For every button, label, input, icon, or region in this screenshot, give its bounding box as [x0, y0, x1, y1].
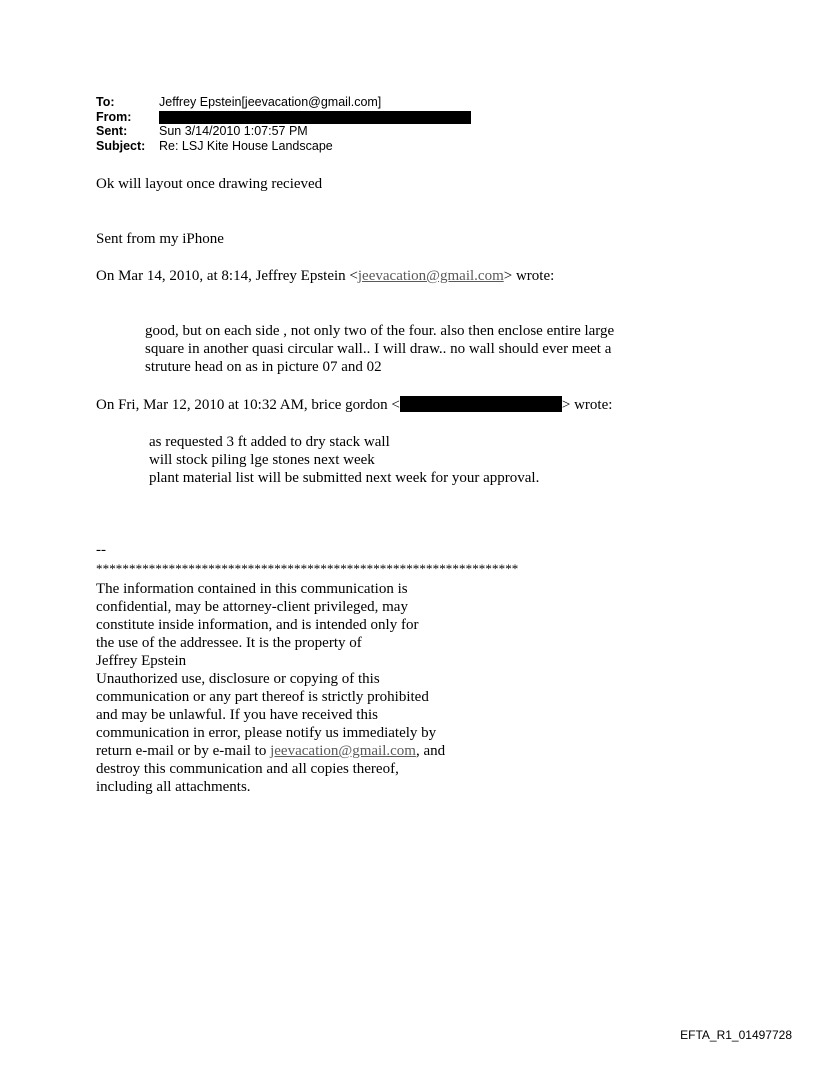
- disclaimer-line10-post: , and: [415, 743, 446, 759]
- disclaimer-line: destroy this communication and all copies thereof,: [96, 761, 399, 777]
- email-header: [96, 95, 471, 153]
- disclaimer-line: communication in error, please notify us immediately by: [96, 725, 437, 741]
- sent-value: Sun 3/14/2010 1:07:57 PM: [159, 124, 308, 138]
- to-label: To:: [96, 95, 115, 109]
- from-row: [96, 110, 471, 125]
- disclaimer-line: Jeffrey Epstein: [96, 653, 187, 669]
- quote1-intro-pre: On Mar 14, 2010, at 8:14, Jeffrey Epstein <: [96, 268, 358, 284]
- to-row: [96, 95, 471, 110]
- quote1-line: good, but on each side , not only two of the four. also then enclose entire large: [145, 323, 615, 339]
- disclaimer-line: including all attachments.: [96, 779, 251, 795]
- quote2-intro: [96, 396, 612, 414]
- quote2-line: will stock piling lge stones next week: [149, 452, 375, 468]
- subject-value: Re: LSJ Kite House Landscape: [159, 138, 333, 153]
- disclaimer-line: The information contained in this communication is: [96, 581, 408, 597]
- sent-label: Sent:: [96, 124, 128, 138]
- subject-label: Subject:: [96, 138, 146, 153]
- disclaimer-line: communication or any part thereof is strictly prohibited: [96, 689, 429, 705]
- disclaimer-line: confidential, may be attorney-client privileged, may: [96, 599, 408, 615]
- disclaimer-line: the use of the addressee. It is the property of: [96, 635, 362, 651]
- quote2-intro-pre: On Fri, Mar 12, 2010 at 10:32 AM, brice gordon <: [96, 397, 400, 413]
- quote1-line: square in another quasi circular wall.. I will draw.. no wall should ever meet a: [145, 341, 612, 357]
- quote1-intro-post: > wrote:: [503, 268, 555, 284]
- sent-row: [96, 124, 471, 139]
- quote1-intro: [96, 267, 554, 285]
- quote2-line: plant material list will be submitted next week for your approval.: [149, 470, 540, 486]
- subject-row: [96, 139, 471, 154]
- quote1-line: struture head on as in picture 07 and 02: [145, 359, 382, 375]
- quote2-intro-post: > wrote:: [561, 397, 613, 413]
- redaction-bar: [400, 396, 562, 412]
- disclaimer-line: [96, 742, 445, 760]
- quote2-line: as requested 3 ft added to dry stack wall: [149, 434, 390, 450]
- reply-line: Ok will layout once drawing recieved: [96, 176, 323, 192]
- disclaimer-line: Unauthorized use, disclosure or copying of this: [96, 671, 380, 687]
- disclaimer-line: constitute inside information, and is intended only for: [96, 617, 419, 633]
- from-label: From:: [96, 109, 132, 124]
- star-divider: ****************************************************************: [96, 561, 519, 576]
- quote1-email-link[interactable]: jeevacation@gmail.com: [357, 268, 504, 284]
- disclaimer-line10-pre: return e-mail or by e-mail to: [96, 743, 271, 759]
- disclaimer-email-link[interactable]: jeevacation@gmail.com: [270, 743, 416, 759]
- signature-line: Sent from my iPhone: [96, 231, 224, 247]
- disclaimer-line: and may be unlawful. If you have received this: [96, 707, 378, 723]
- to-value: Jeffrey Epstein[jeevacation@gmail.com]: [159, 95, 382, 109]
- signature-separator: --: [96, 542, 106, 558]
- document-id: EFTA_R1_01497728: [680, 1028, 792, 1042]
- redaction-bar: [159, 111, 471, 124]
